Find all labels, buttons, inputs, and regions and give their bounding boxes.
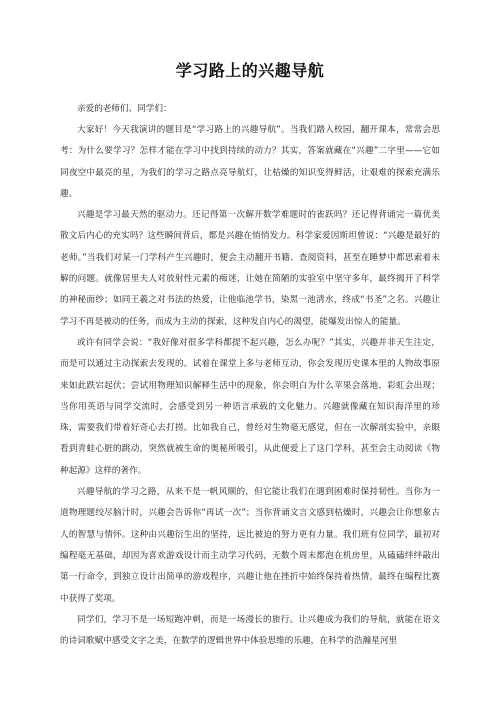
paragraph-1: 大家好！今天我演讲的题目是“学习路上的兴趣导航”。当我们踏入校园，翻开课本，常常会思考：为什么要学习？怎样才能在学习中找到持续的动力？其实，答案就藏在“兴趣”二字里——它如同夜空中最亮的星，为我们的学习之路点亮导航灯，让枯燥的知识变得鲜活，让艰难的探索充满乐趣。 [60,125,440,199]
paragraph-5: 同学们，学习不是一场短跑冲刺，而是一场漫长的旅行。让兴趣成为我们的导航，就能在语文的诗词歌赋中感受文字之美，在数学的逻辑世界中体验思维的乐趣，在科学的浩瀚星河里 [60,614,440,647]
paragraph-3: 或许有同学会说：“我好像对很多学科都提不起兴趣，怎么办呢？”其实，兴趣并非天生注定，而是可以通过主动探索去发现的。试着在课堂上多与老师互动，你会发现历史课本里的人物故事原来如此跌宕起伏；尝试用物理知识解释生活中的现象，你会明白为什么苹果会落地、彩虹会出现；当你用英语与同学交流时，会感受到另一种语言承载的文化魅力。兴趣就像藏在知识海洋里的珍珠，需要我们带着好奇心去打捞。比如我自己，曾经对生物毫无感觉，但在一次解剖实验中，亲眼看到青蛙心脏的跳动，突然就被生命的奥秘所吸引，从此便爱上了这门学科，甚至会主动阅读《物种起源》这样的著作。 [60,337,440,476]
salutation: 亲爱的老师们、同学们： [77,104,172,114]
paragraph-2: 兴趣是学习最天然的驱动力。还记得第一次解开数学难题时的雀跃吗？还记得背诵完一篇优美散文后内心的充实吗？这些瞬间背后，都是兴趣在悄悄发力。科学家爱因斯坦曾说：“兴趣是最好的老师。”当我们对某一门学科产生兴趣时，便会主动翻开书籍、查阅资料，甚至在睡梦中都思索着未解的问题。就像居里夫人对放射性元素的痴迷，让她在简陋的实验室中坚守多年，最终揭开了科学的神秘面纱；如同王羲之对书法的热爱，让他临池学书，染黑一池清水，终成“书圣”之名。兴趣让学习不再是被动的任务，而成为主动的探索，这种发自内心的渴望，能爆发出惊人的能量。 [60,210,440,327]
paragraph-4: 兴趣导航的学习之路，从来不是一帆风顺的，但它能让我们在遇到困难时保持韧性。当你为一道物理题绞尽脑汁时，兴趣会告诉你“再试一次”；当你背诵文言文感到枯燥时，兴趣会让你想象古人的智慧与情怀。这种由兴趣衍生出的坚持，远比被迫的努力更有力量。我们班有位同学，最初对编程毫无基础，却因为喜欢游戏设计而主动学习代码，无数个周末都泡在机房里，从磕磕绊绊敲出第一行命令，到独立设计出简单的游戏程序，兴趣让他在挫折中始终保持着热情，最终在编程比赛中获得了奖项。 [60,487,440,604]
speech-title: 学习路上的兴趣导航 [175,61,325,80]
